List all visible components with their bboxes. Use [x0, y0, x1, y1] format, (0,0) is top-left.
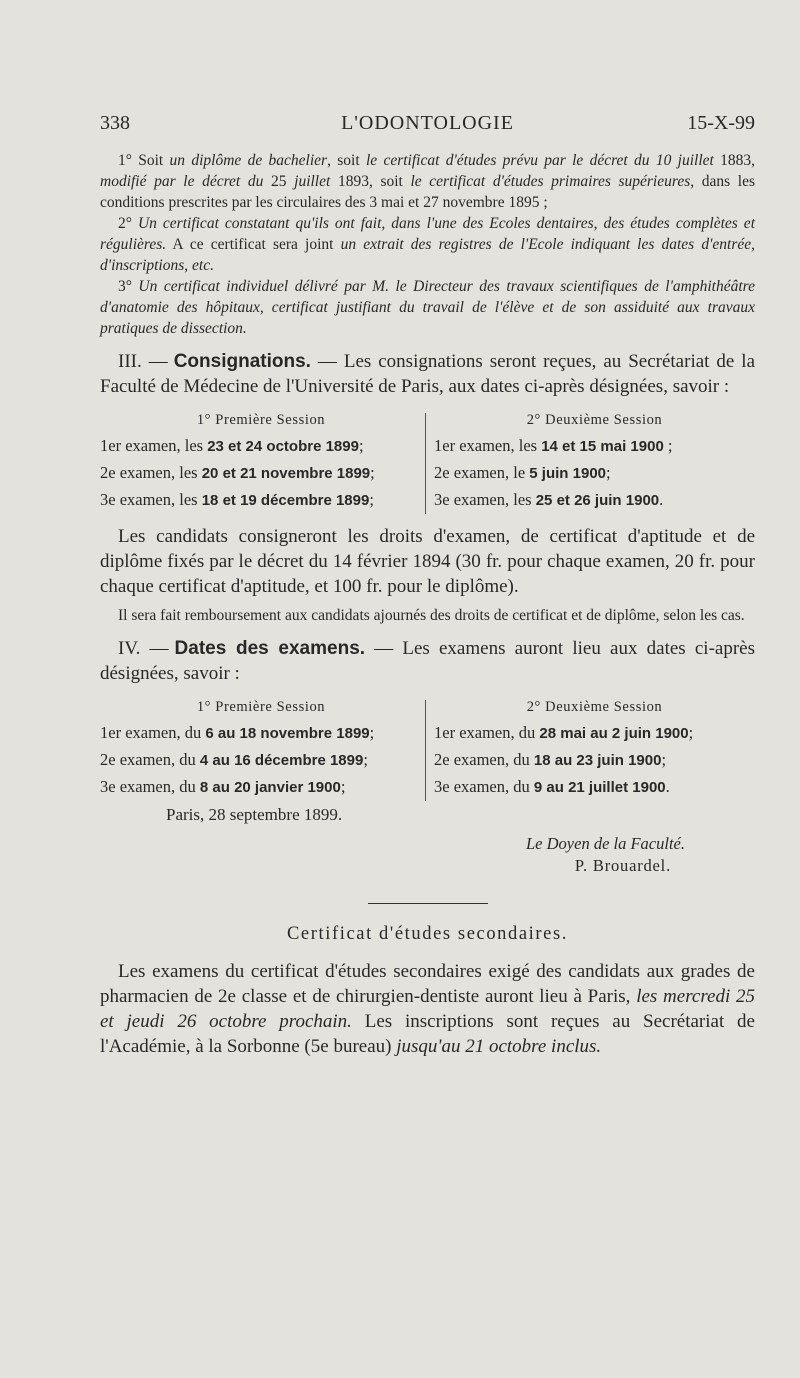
certificate-paragraph: Les examens du certificat d'études secondaires exigé des candidats aux grades de pharmacien de 2e classe et de chirurgien-dentiste auront lieu à Paris, les mercredi 25 et jeudi 26 octobre prochain. Les inscriptions sont reçues au Secrétariat de l'Académie, à la Sorbonne (5e bureau) jusqu'au 21 octobre inclus. [100, 961, 755, 1057]
page-number: 338 [100, 112, 130, 134]
session-1-heading: 1° Première Session [196, 412, 326, 428]
session-2-heading: 2° Deuxième Session [526, 699, 663, 715]
section-4-number: IV. — [118, 638, 169, 659]
column-divider [425, 700, 426, 801]
session-2-column [422, 696, 755, 801]
section-4-title: Dates des examens. [174, 638, 366, 659]
running-header [100, 112, 755, 142]
requirement-item-2: 2° Un certificat constatant qu'ils ont fait, dans l'une des Ecoles dentaires, des études complètes et régulières. A ce certificat sera joint un extrait des registres de l'Ecole indiquant les dates d'entrée, d'inscriptions, etc. [100, 215, 755, 274]
exam-line: 3e examen, les 18 et 19 décembre 1899; [100, 490, 374, 509]
section-separator [368, 903, 488, 904]
exam-line: 2e examen, du 18 au 23 juin 1900; [434, 750, 667, 769]
requirement-item-1: 1° Soit un diplôme de bachelier, soit le certificat d'études prévu par le décret du 10 juillet 1883, modifié par le décret du 25 juillet 1893, soit le certificat d'études primaires supérieures, dans les conditions prescrites par les circulaires des 3 mai et 27 novembre 1895 ; [100, 152, 756, 211]
session-1-column [100, 696, 422, 801]
place-date: Paris, 28 septembre 1899. [166, 805, 343, 824]
issue-date: 15-X-99 [687, 112, 755, 134]
requirement-item-3: 3° Un certificat individuel délivré par M. le Directeur des travaux scientifiques de l'amphithéâtre d'anatomie des hôpitaux, certificat justifiant du travail de l'élève et de son assiduité aux travaux pratiques de dissection. [100, 278, 755, 337]
exam-line: 1er examen, du 28 mai au 2 juin 1900; [434, 723, 694, 742]
certificate-heading: Certificat d'études secondaires. [286, 924, 569, 944]
exam-line: 2e examen, du 4 au 16 décembre 1899; [100, 750, 368, 769]
journal-title: L'ODONTOLOGIE [341, 112, 514, 134]
exam-line: 3e examen, du 9 au 21 juillet 1900. [434, 777, 670, 796]
signature-title: Le Doyen de la Faculté. [526, 834, 685, 853]
section-3-intro: III. — Consignations. — Les consignations seront reçues, au Secrétariat de la Faculté de Médecine de l'Université de Paris, aux dates ci-après désignées, savoir : [100, 351, 756, 397]
exam-sessions [100, 696, 755, 801]
session-1-heading: 1° Première Session [196, 699, 326, 715]
exam-line: 2e examen, les 20 et 21 novembre 1899; [100, 463, 375, 482]
session-1-column [100, 409, 422, 514]
exam-line: 2e examen, le 5 juin 1900; [434, 463, 611, 482]
column-divider [425, 413, 426, 514]
exam-line: 3e examen, du 8 au 20 janvier 1900; [100, 777, 346, 796]
signoff-place-date [100, 805, 755, 825]
session-2-column [422, 409, 755, 514]
refund-paragraph: Il sera fait remboursement aux candidats ajournés des droits de certificat et de diplôme, selon les cas. [118, 607, 745, 624]
exam-line: 3e examen, les 25 et 26 juin 1900. [434, 490, 664, 509]
section-3-number: III. — [118, 351, 168, 372]
fees-paragraph: Les candidats consigneront les droits d'examen, de certificat d'aptitude et de diplôme fixés par le décret du 14 février 1894 (30 fr. pour chaque examen, 20 fr. pour chaque certificat d'aptitude, et 100 fr. pour le diplôme). [100, 526, 755, 597]
consignation-sessions [100, 409, 755, 514]
page-body [100, 150, 755, 1059]
section-4-intro: IV. — Dates des examens. — Les examens auront lieu aux dates ci-après désignées, savoir : [100, 638, 755, 684]
session-2-heading: 2° Deuxième Session [526, 412, 663, 428]
exam-line: 1er examen, les 23 et 24 octobre 1899; [100, 436, 364, 455]
exam-line: 1er examen, du 6 au 18 novembre 1899; [100, 723, 375, 742]
exam-line: 1er examen, les 14 et 15 mai 1900 ; [434, 436, 673, 455]
signature-block [100, 833, 755, 877]
signature-name: P. Brouardel. [574, 856, 671, 875]
section-3-title: Consignations. [173, 351, 311, 372]
